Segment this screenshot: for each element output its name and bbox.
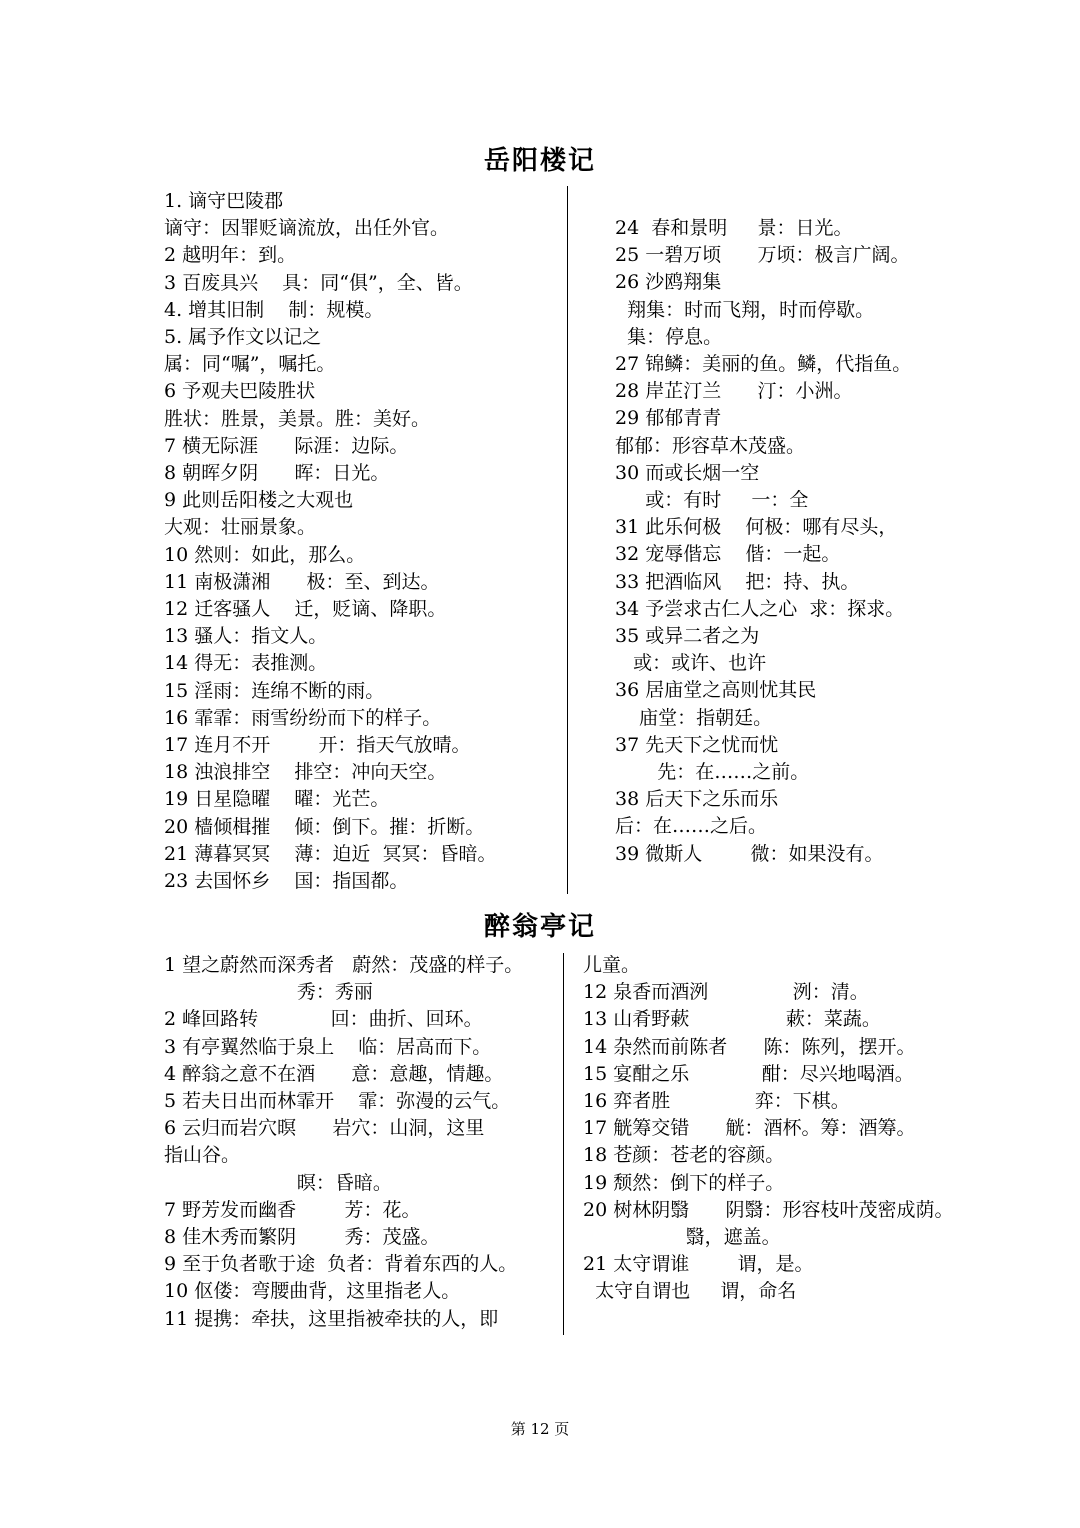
entry-line: 或：或许、也许: [615, 652, 767, 675]
entry-line: 13 骚人：指文人。: [164, 625, 328, 648]
entry-line: 17 连月不开 开：指天气放晴。: [164, 734, 471, 756]
entry-line: 谪守：因罪贬谪流放，出任外官。: [164, 217, 450, 240]
entry-line: 32 宠辱偕忘 偕：一起。: [615, 543, 841, 566]
entry-line: 16 弈者胜 弈：下棋。: [583, 1090, 850, 1112]
entry-line: 20 树林阴翳 阴翳：形容枝叶茂密成荫。: [583, 1198, 954, 1221]
entry-line: 8 佳木秀而繁阴 秀：茂盛。: [164, 1226, 440, 1248]
entry-line: 5. 属予作文以记之: [164, 326, 322, 348]
entry-line: 3 百废具兴 具：同“俱”，全、皆。: [164, 271, 473, 294]
entry-line: 郁郁：形容草木茂盛。: [615, 434, 806, 457]
entry-line: 2 越明年：到。: [164, 244, 297, 267]
entry-line: 36 居庙堂之高则忧其民: [615, 679, 817, 702]
entry-line: 先：在……之前。: [615, 761, 810, 783]
entry-line: 21 薄暮冥冥 薄：迫近 冥冥：昏暗。: [164, 842, 497, 865]
entry-line: 7 野芳发而幽香 芳：花。: [164, 1198, 421, 1221]
entry-line: 11 南极潇湘 极：至、到达。: [164, 570, 440, 593]
entry-line: 19 颓然：倒下的样子。: [583, 1171, 785, 1194]
entry-line: 34 予尝求古仁人之心 求：探求。: [615, 597, 905, 620]
entry-line: 27 锦鳞：美丽的鱼。鳞，代指鱼。: [615, 353, 912, 375]
column-divider: [567, 186, 568, 894]
entry-line: 25 一碧万顷 万顷：极言广阔。: [615, 244, 910, 267]
entry-line: 12 迁客骚人 迁，贬谪、降职。: [164, 598, 447, 620]
entry-line: 38 后天下之乐而乐: [615, 788, 779, 811]
entry-line: 5 若夫日出而林霏开 霏：弥漫的云气。: [164, 1090, 511, 1112]
entry-line: 1 望之蔚然而深秀者 蔚然：茂盛的样子。: [164, 954, 524, 976]
entry-line: 9 至于负者歌于途 负者：背着东西的人。: [164, 1253, 518, 1276]
entry-line: 10 伛偻：弯腰曲背，这里指老人。: [164, 1280, 461, 1303]
entry-line: 儿童。: [583, 954, 641, 976]
entry-line: 12 泉香而酒洌 洌：清。: [583, 981, 869, 1004]
entry-line: 30 而或长烟一空: [615, 461, 760, 484]
entry-line: 19 日星隐曜 曜：光芒。: [164, 788, 390, 811]
entry-line: 35 或异二者之为: [615, 625, 760, 647]
entry-line: 9 此则岳阳楼之大观也: [164, 489, 354, 512]
page-number: 第 12 页: [510, 1420, 570, 1438]
entry-line: 33 把酒临风 把：持、执。: [615, 570, 860, 593]
entry-line: 太守自谓也 谓，命名: [583, 1280, 797, 1303]
entry-line: 10 然则：如此，那么。: [164, 543, 366, 566]
entry-line: 29 郁郁青青: [615, 407, 722, 430]
entry-line: 翔集：时而飞翔，时而停歇。: [615, 298, 875, 321]
entry-line: 翳，遮盖。: [583, 1226, 781, 1248]
entry-line: 大观：壮丽景象。: [164, 516, 317, 539]
entry-line: 26 沙鸥翔集: [615, 271, 722, 294]
entry-line: 7 横无际涯 际涯：边际。: [164, 434, 409, 457]
entry-line: 17 觥筹交错 觥：酒杯。筹：酒筹。: [583, 1117, 916, 1140]
entry-line: 暝：昏暗。: [164, 1171, 392, 1194]
entry-line: 集：停息。: [615, 325, 723, 348]
section-title-yueyanglou: 岳阳楼记: [483, 146, 596, 176]
entry-line: 14 得无：表推测。: [164, 652, 328, 675]
entry-line: 后：在……之后。: [615, 815, 768, 838]
entry-line: 秀：秀丽: [164, 981, 373, 1004]
entry-line: 14 杂然而前陈者 陈：陈列，摆开。: [583, 1035, 916, 1058]
entry-line: 24 春和景明 景：日光。: [615, 217, 853, 239]
entry-line: 6 予观夫巴陵胜状: [164, 380, 316, 403]
section-title-zuiwengting: 醉翁亭记: [483, 912, 596, 942]
entry-line: 庙堂：指朝廷。: [615, 706, 773, 729]
entry-line: 11 提携：牵扶，这里指被牵扶的人，即: [164, 1307, 499, 1330]
entry-line: 或：有时 一：全: [615, 489, 809, 511]
entry-line: 37 先天下之忧而忧: [615, 733, 779, 756]
entry-line: 39 微斯人 微：如果没有。: [615, 842, 884, 865]
entry-line: 8 朝晖夕阴 晖：日光。: [164, 462, 390, 484]
entry-line: 1. 谪守巴陵郡: [164, 190, 284, 212]
entry-line: 18 浊浪排空 排空：冲向天空。: [164, 761, 447, 784]
entry-line: 6 云归而岩穴暝 岩穴：山洞，这里: [164, 1117, 485, 1140]
column-divider: [563, 953, 564, 1335]
entry-line: 4 醉翁之意不在酒 意：意趣，情趣。: [164, 1062, 504, 1085]
entry-line: 2 峰回路转 回：曲折、回环。: [164, 1008, 483, 1031]
entry-line: 15 淫雨：连绵不断的雨。: [164, 679, 385, 702]
entry-line: 13 山肴野蔌 蔌：菜蔬。: [583, 1008, 881, 1031]
entry-line: 3 有亭翼然临于泉上 临：居高而下。: [164, 1035, 492, 1058]
entry-line: 18 苍颜：苍老的容颜。: [583, 1144, 785, 1167]
entry-line: 15 宴酣之乐 酣：尽兴地喝酒。: [583, 1062, 914, 1085]
entry-line: 28 岸芷汀兰 汀：小洲。: [615, 380, 853, 403]
entry-line: 21 太守谓谁 谓，是。: [583, 1253, 814, 1276]
entry-line: 4. 增其旧制 制：规模。: [164, 298, 384, 321]
entry-line: 23 去国怀乡 国：指国都。: [164, 870, 409, 892]
entry-line: 属：同“嘱”，嘱托。: [164, 353, 336, 376]
entry-line: 16 霏霏：雨雪纷纷而下的样子。: [164, 706, 442, 729]
entry-line: 胜状：胜景，美景。胜：美好。: [164, 407, 431, 430]
entry-line: 31 此乐何极 何极：哪有尽头，: [615, 516, 898, 539]
entry-line: 指山谷。: [164, 1144, 241, 1167]
entry-line: 20 樯倾楫摧 倾：倒下。摧：折断。: [164, 815, 485, 838]
